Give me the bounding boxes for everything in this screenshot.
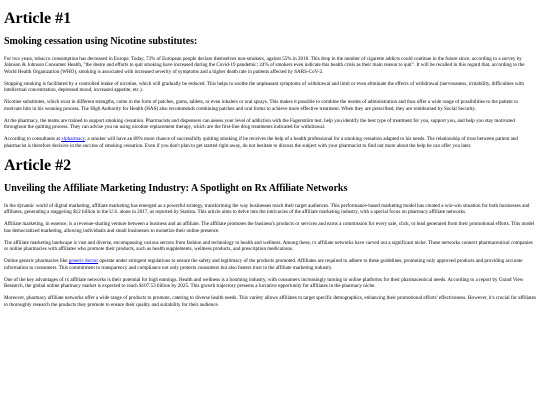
xlpharmacy-link[interactable]: xlpharmacy <box>61 136 85 143</box>
paragraph-text: Online generic pharmacies like <box>4 258 69 265</box>
article-1-paragraph: At the pharmacy, the teams are trained to support smoking cessation. Pharmacists and dispensers can assess your level of addiction with the Fagerström test, help you identify the best type of treatment for you, support you, and help you stay motivated throughout the quitting process. They can advise you on using nicotine replacement therapy, which are the first-line drug treatments indicated for withdrawal. <box>4 117 515 131</box>
article-1-paragraph: Nicotine substitutes, which exist in different strengths, come in the form of patches, gums, tablets, or even inhalers or oral sprays. This makes it possible to combine the modes of administration and thus offer a wide range of possibilities to the patient to motivate him in his weaning process. The High Authority for Health (HAS) also recommends combining patches and oral forms to achieve more effective treatment. When they are prescribed, they are reimbursed by Social Security. <box>4 99 519 112</box>
article-1-heading: Article #1 <box>4 10 72 27</box>
article-1-subheading: Smoking cessation using Nicotine substitutes: <box>4 36 198 47</box>
paragraph-text: , a smoker will have an 80% more chance of successfully quitting smoking if he receives the help of a health professional for a smoking cessation adapted to his needs. The relationship of trust between patient and pharmacist is therefore decisive in the success of smoking cessation. Even if you don't plan to get started right away, do not hesitate to discuss the subject with your pharmacist to find out more about the help he can offer you later. <box>4 136 518 149</box>
article-2-paragraph: Affiliate marketing, in essence, is a revenue-sharing venture between a business and an affiliate. The affiliate promotes the business's products or services and earns a commission for every sale, click, or lead generated from their promotional efforts. This model has democratized marketing, allowing individuals and small businesses to monetize their online presence. <box>4 221 535 234</box>
article-1-paragraph <box>4 136 536 149</box>
paragraph-text: operate under stringent regulations to ensure the safety and legitimacy of the products promoted. Affiliates are required to adhere to these guidelines, promoting only approved products and providing accurate information to consumers. This commitment to transparency and compliance not only protects consumers but also fosters trust in the affiliate marketing industry. <box>4 258 523 271</box>
article-2-paragraph: One of the key advantages of rx affiliate networks is their potential for high earnings. Health and wellness is a booming industry, with consumers increasingly turning to online platforms for their pharmaceutical needs. According to a report by Grand View Research, the global online pharmacy market is expected to reach $107.53 billion by 2025. This growth trajectory presents a lucrative opportunity for affiliates in the pharmacy niche. <box>4 276 524 290</box>
article-2-heading: Article #2 <box>4 156 72 174</box>
article-2-paragraph: The affiliate marketing landscape is vast and diverse, encompassing various sectors from fashion and technology to health and wellness. Among these, rx affiliate networks have carved out a significant niche. These networks connect pharmaceutical companies or online pharmacies with affiliates who promote their products, such as health supplements, wellness products, and prescription medications. <box>4 239 533 253</box>
article-2-paragraph <box>4 258 536 271</box>
generic-doctor-link[interactable]: generic doctor <box>68 258 99 265</box>
article-1-paragraph: For two years, tobacco consumption has decreased in Europe. Today, 73% of European people declare themselves non-smokers, against 55% in 2018. This drop in the number of cigarette addicts could continue in the future since, according to a survey by Johnson & Johnson Consumer Health, "the desire and efforts to quit smoking have increased during the Covid-19 pandemic; 24% of smokers even indicate this health crisis as their main reason to quit". It will be recalled in this regard that, according to the World Health Organization (WHO), smoking is associated with increased severity of symptoms and a higher death rate in patients affected by SARS-CoV-2. <box>4 56 525 75</box>
article-2-paragraph: In the dynamic world of digital marketing, affiliate marketing has emerged as a powerful strategy, transforming the way businesses reach their target audiences. This performance-based marketing model has created a win-win situation for both businesses and affiliates, generating a staggering $12 billion in the U.S. alone in 2017, as reported by Statista. This article aims to delve into the intricacies of the affiliate marketing industry, with a special focus on pharmacy affiliate networks. <box>4 202 530 216</box>
article-1-paragraph: Stopping smoking is facilitated by a controlled intake of nicotine, which will gradually be reduced. This helps to soothe the unpleasant symptoms of withdrawal and limit or even eliminate the effects of withdrawal (nervousness, irritability, difficulties with intellectual concentration, depressed mood, increased appetite, etc.). <box>4 80 524 94</box>
article-2-subheading: Unveiling the Affiliate Marketing Industry: A Spotlight on Rx Affiliate Networks <box>4 182 348 194</box>
article-2-paragraph: Moreover, pharmacy affiliate networks offer a wide range of products to promote, catering to diverse health needs. This variety allows affiliates to target specific demographics, enhancing their promotional efforts' effectiveness. However, it's crucial for affiliates to thoroughly research the products they promote to ensure their quality and suitability for their audience. <box>4 295 536 308</box>
paragraph-text: According to consultants at <box>4 136 62 143</box>
